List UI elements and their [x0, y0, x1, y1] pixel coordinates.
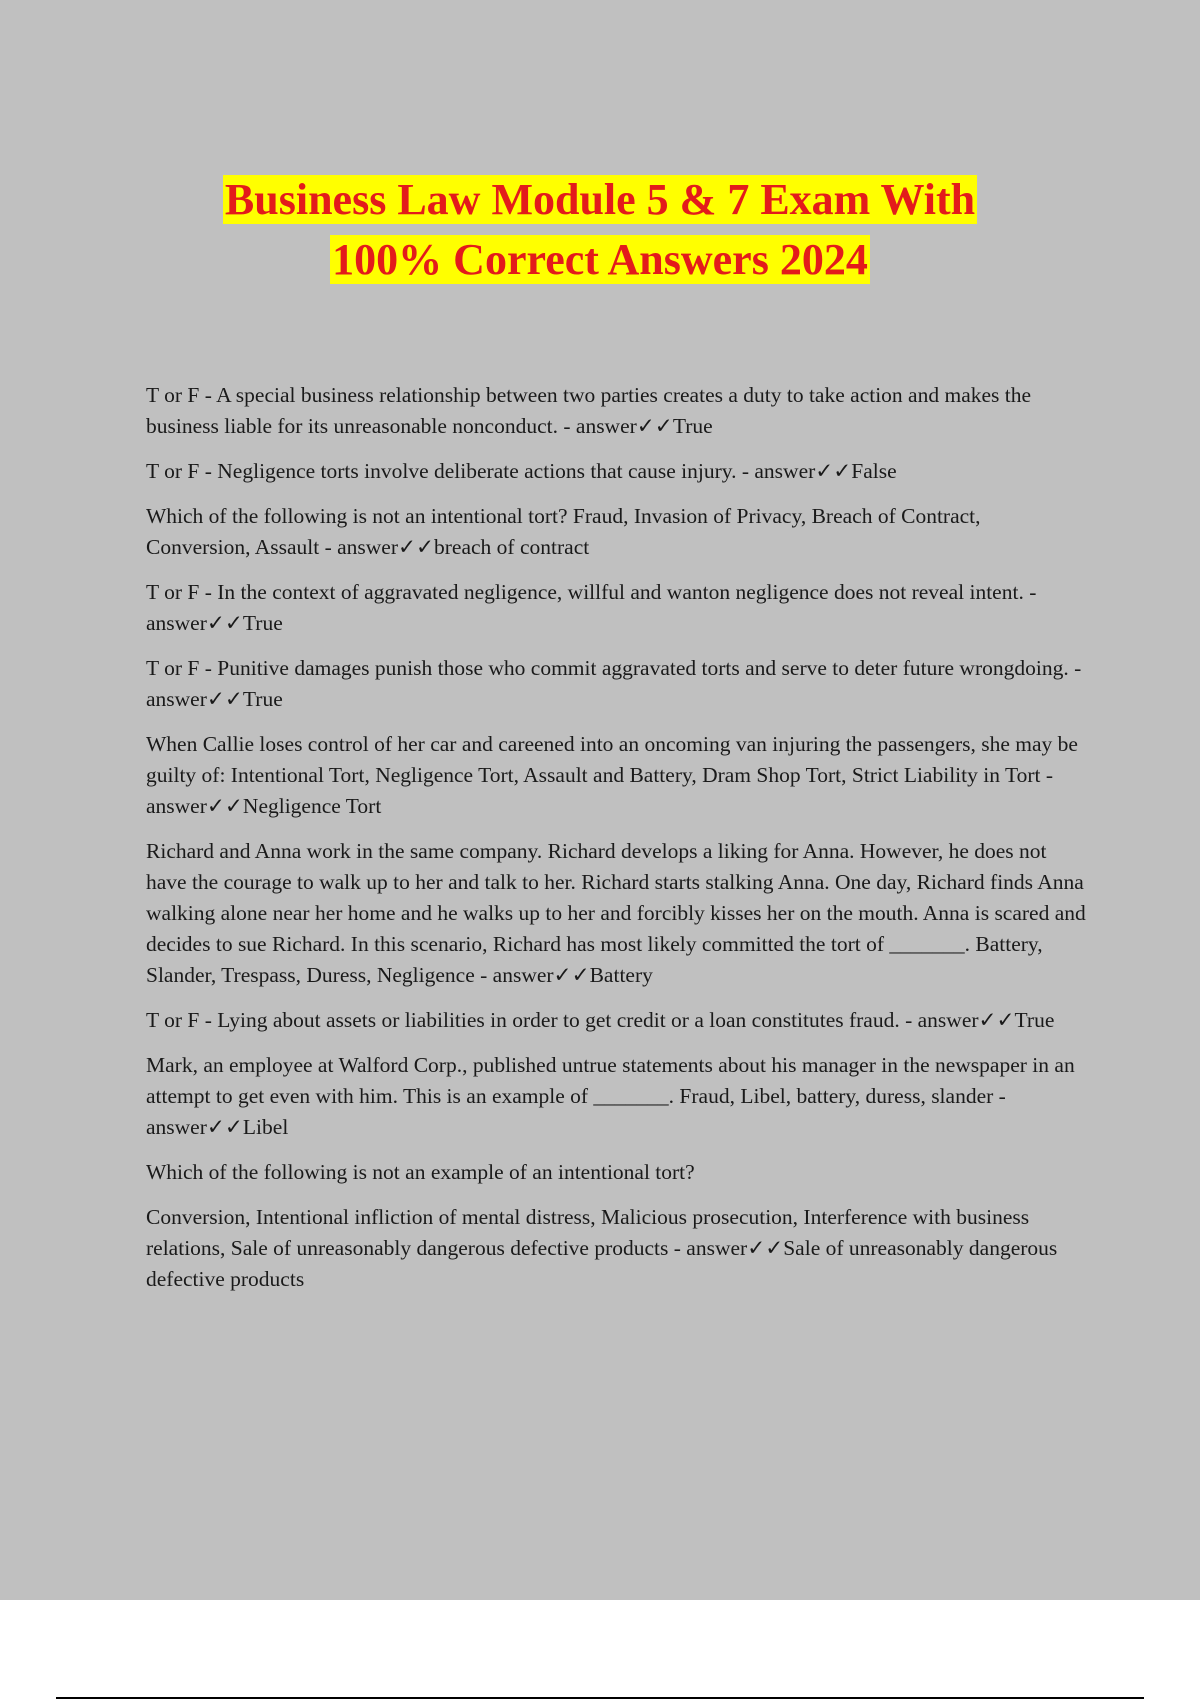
- title-line-1: Business Law Module 5 & 7 Exam With: [224, 175, 976, 224]
- qa-item: T or F - In the context of aggravated negligence, willful and wanton negligence does not reveal intent. - answer✓✓True: [146, 580, 1037, 635]
- qa-item: When Callie loses control of her car and careened into an oncoming van injuring the passengers, she may be guilty of: Intentional Tort, Negligence Tort, Assault and Battery, Dram Shop Tort, Strict Liability in Tort - answer✓✓Negligence Tort: [146, 732, 1078, 818]
- qa-item: T or F - Punitive damages punish those who commit aggravated torts and serve to deter future wrongdoing. - answer✓✓True: [146, 656, 1082, 711]
- qa-list: [146, 380, 1086, 1309]
- footer-divider: [56, 1697, 1144, 1699]
- qa-item: Mark, an employee at Walford Corp., published untrue statements about his manager in the newspaper in an attempt to get even with him. This is an example of _______. Fraud, Libel, battery, duress, slander - answer✓✓Libel: [146, 1053, 1075, 1139]
- qa-item: Which of the following is not an example of an intentional tort?: [146, 1160, 695, 1184]
- qa-item: Richard and Anna work in the same company. Richard develops a liking for Anna. However, he does not have the courage to walk up to her and talk to her. Richard starts stalking Anna. One day, Richard finds Anna walking alone near her home and he walks up to her and forcibly kisses her on the mouth. Anna is scared and decides to sue Richard. In this scenario, Richard has most likely committed the tort of _______. Battery, Slander, Trespass, Duress, Negligence - answer✓✓Battery: [146, 839, 1086, 987]
- qa-item: Conversion, Intentional infliction of mental distress, Malicious prosecution, Interference with business relations, Sale of unreasonably dangerous defective products - answer✓✓Sale of unreasonably dangerous defective products: [146, 1205, 1058, 1291]
- qa-item: T or F - Lying about assets or liabilities in order to get credit or a loan constitutes fraud. - answer✓✓True: [146, 1008, 1055, 1032]
- qa-item: T or F - A special business relationship between two parties creates a duty to take action and makes the business liable for its unreasonable nonconduct. - answer✓✓True: [146, 383, 1032, 438]
- title-line-2: 100% Correct Answers 2024: [332, 235, 868, 284]
- document-title: [0, 170, 1200, 290]
- qa-item: T or F - Negligence torts involve deliberate actions that cause injury. - answer✓✓False: [146, 459, 897, 483]
- qa-item: Which of the following is not an intentional tort? Fraud, Invasion of Privacy, Breach of Contract, Conversion, Assault - answer✓✓breach of contract: [146, 504, 981, 559]
